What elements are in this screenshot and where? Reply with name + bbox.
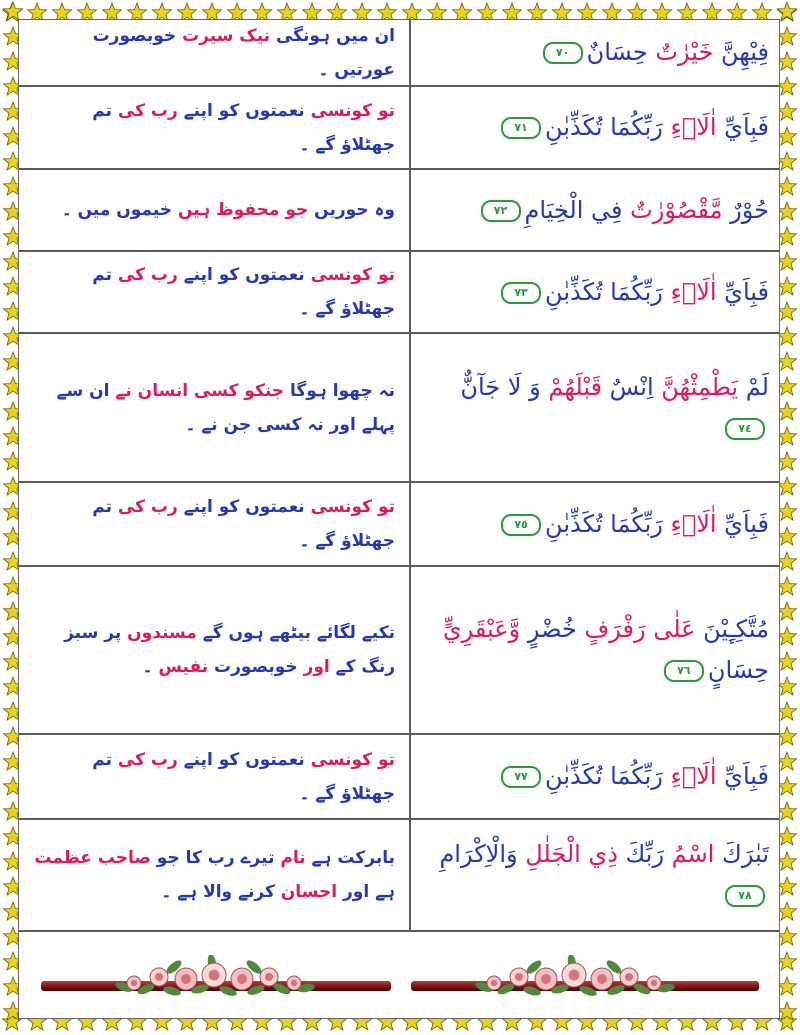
urdu-word: نیک سیرت bbox=[176, 25, 271, 46]
urdu-translation-cell bbox=[19, 252, 409, 332]
table-row bbox=[19, 820, 779, 932]
arabic-verse-cell bbox=[411, 735, 781, 818]
urdu-word: تو کونسی bbox=[304, 497, 395, 517]
rose-center-icon bbox=[651, 980, 657, 986]
arabic-word: يَطْمِثْهُنَّ bbox=[653, 372, 739, 401]
arabic-verse bbox=[423, 367, 769, 449]
urdu-word: اور نہ کسی جن نے ۔ bbox=[185, 414, 356, 435]
urdu-word: خوبصورت bbox=[208, 657, 298, 677]
urdu-word: تکیے لگائے بیٹھے ہوں گے bbox=[196, 623, 395, 643]
table-row bbox=[19, 20, 779, 87]
table-row bbox=[19, 170, 779, 252]
urdu-translation bbox=[33, 490, 395, 558]
urdu-word: ۔ bbox=[142, 657, 153, 677]
rose-center-icon bbox=[209, 970, 220, 981]
urdu-translation-cell bbox=[19, 87, 409, 168]
arabic-word: فَبِاَيِّ bbox=[716, 277, 769, 306]
ayah-number-badge: ٧٦ bbox=[664, 660, 704, 682]
arabic-word: وَ لَا جَآنٌّ bbox=[460, 372, 541, 401]
rose-center-icon bbox=[291, 980, 297, 986]
arabic-verse bbox=[423, 834, 769, 916]
ayah-number-badge: ٧٧ bbox=[501, 766, 541, 788]
arabic-word: اٰلَاۤءِ bbox=[662, 509, 717, 538]
table-row bbox=[19, 87, 779, 170]
urdu-translation-cell bbox=[19, 483, 409, 565]
arabic-verse-cell bbox=[411, 820, 781, 930]
arabic-verse bbox=[501, 272, 769, 313]
arabic-word: تُكَذِّبٰنِ bbox=[545, 509, 603, 538]
arabic-word: اٰلَاۤءِ bbox=[662, 113, 717, 142]
urdu-word: جنکو کسی انسان نے bbox=[109, 380, 285, 401]
urdu-translation-cell bbox=[19, 735, 409, 818]
urdu-word: نفیس bbox=[152, 657, 209, 677]
arabic-word: تَبٰرَكَ bbox=[714, 840, 769, 869]
rose-center-icon bbox=[515, 973, 523, 981]
urdu-word: احسان bbox=[274, 882, 338, 902]
urdu-translation-cell bbox=[19, 20, 409, 85]
arabic-verse-cell bbox=[411, 87, 781, 168]
urdu-word: ان سے پہلے bbox=[56, 380, 395, 435]
arabic-word: اٰلَاۤءِ bbox=[662, 277, 717, 306]
urdu-translation-cell bbox=[19, 170, 409, 250]
arabic-word: فَبِاَيِّ bbox=[716, 762, 769, 791]
urdu-word: نہ چھوا ہوگا bbox=[284, 380, 395, 401]
arabic-word: رَبِّكَ bbox=[617, 840, 665, 869]
arabic-word: فِي الْخِيَامِ bbox=[524, 195, 623, 224]
urdu-word: نام bbox=[274, 848, 306, 868]
arabic-word: لَمْ bbox=[738, 372, 769, 401]
arabic-word: فِيْهِنَّ bbox=[713, 38, 769, 67]
table-row bbox=[19, 334, 779, 483]
arabic-word: مَّقْصُوْرٰتٌ bbox=[622, 195, 723, 224]
rose-center-icon bbox=[131, 980, 137, 986]
urdu-translation bbox=[33, 743, 395, 811]
urdu-word: نعمتوں کو اپنے bbox=[177, 100, 305, 121]
urdu-word: اور bbox=[297, 657, 330, 677]
urdu-translation bbox=[33, 19, 395, 87]
ayah-number-badge: ٧٠ bbox=[543, 42, 583, 64]
ayah-number-badge: ٧٢ bbox=[481, 200, 521, 222]
urdu-word: تو کونسی bbox=[304, 265, 395, 285]
urdu-word: کرنے والا ہے ۔ bbox=[161, 882, 275, 902]
arabic-word: فَبِاَيِّ bbox=[716, 509, 769, 538]
arabic-verse-cell bbox=[411, 170, 781, 250]
urdu-translation bbox=[62, 193, 395, 227]
urdu-translation-cell bbox=[19, 820, 409, 930]
arabic-word: اسْمُ bbox=[664, 840, 715, 869]
urdu-word: وہ حوریں bbox=[308, 200, 395, 220]
urdu-word: نعمتوں کو اپنے bbox=[177, 749, 305, 770]
arabic-verse bbox=[481, 190, 769, 231]
arabic-word: خُضْرٍ bbox=[520, 615, 577, 644]
urdu-word: رب کی bbox=[111, 100, 178, 121]
table-row bbox=[19, 567, 779, 735]
arabic-verse bbox=[501, 756, 769, 797]
urdu-word: خیموں میں ۔ bbox=[61, 200, 173, 220]
star-icon bbox=[4, 2, 23, 20]
arabic-word: ذِي الْجَلٰلِ bbox=[517, 840, 618, 869]
table-row bbox=[19, 252, 779, 334]
rose-center-icon bbox=[625, 973, 633, 981]
ayah-number-badge: ٧٨ bbox=[725, 885, 765, 907]
table-row bbox=[19, 483, 779, 567]
arabic-verse-cell bbox=[411, 252, 781, 332]
urdu-translation bbox=[33, 258, 395, 326]
urdu-word: تم جھٹلاؤ گے ۔ bbox=[92, 265, 395, 319]
arabic-word: اٰلَاۤءِ bbox=[662, 762, 717, 791]
arabic-word: رَبِّكُمَا bbox=[602, 762, 663, 791]
urdu-word: تم جھٹلاؤ گے ۔ bbox=[92, 100, 395, 155]
arabic-word: رَبِّكُمَا bbox=[602, 277, 663, 306]
urdu-translation bbox=[33, 841, 395, 909]
ayah-number-badge: ٧١ bbox=[501, 117, 541, 139]
arabic-verse bbox=[501, 107, 769, 148]
arabic-word: خَيْرٰتٌ bbox=[647, 38, 714, 67]
urdu-word: تو کونسی bbox=[304, 749, 395, 770]
urdu-word: خوبصورت عورتیں ۔ bbox=[92, 25, 395, 80]
urdu-word: رب کی bbox=[111, 265, 178, 285]
urdu-word: تیرے رب کا جو bbox=[150, 848, 275, 868]
urdu-word: بابرکت ہے bbox=[305, 848, 395, 868]
urdu-word: تم جھٹلاؤ گے ۔ bbox=[92, 497, 395, 551]
rose-center-icon bbox=[265, 973, 273, 981]
arabic-word: رَفْرَفٍ bbox=[576, 615, 646, 644]
table-row bbox=[19, 735, 779, 820]
urdu-word: صاحب عظمت bbox=[34, 848, 151, 868]
arabic-verse-cell bbox=[411, 334, 781, 481]
urdu-word: پر سبز رنگ کے bbox=[64, 623, 395, 677]
rose-center-icon bbox=[597, 974, 607, 984]
rose-center-icon bbox=[181, 974, 191, 984]
rose-center-icon bbox=[155, 973, 163, 981]
urdu-word: نعمتوں کو اپنے bbox=[177, 497, 305, 517]
arabic-word: عَلٰى bbox=[645, 615, 696, 644]
urdu-translation-cell bbox=[19, 334, 409, 481]
arabic-word: مُتَّكِـِٕيْنَ bbox=[695, 615, 769, 644]
urdu-translation bbox=[33, 616, 395, 684]
urdu-word: جو محفوظ ہیں bbox=[172, 200, 309, 220]
arabic-verse-cell bbox=[411, 567, 781, 733]
urdu-word: ان میں ہونگی bbox=[270, 25, 395, 46]
arabic-word: تُكَذِّبٰنِ bbox=[545, 762, 603, 791]
rose-center-icon bbox=[541, 974, 551, 984]
urdu-word: تم جھٹلاؤ گے ۔ bbox=[92, 749, 395, 804]
footer-decoration bbox=[19, 955, 779, 1010]
ayah-number-badge: ٧٤ bbox=[725, 418, 765, 440]
arabic-verse bbox=[543, 32, 769, 73]
rose-center-icon bbox=[569, 970, 580, 981]
rose-center-icon bbox=[491, 980, 497, 986]
urdu-word: مسندوں bbox=[121, 623, 197, 643]
urdu-word: رب کی bbox=[111, 497, 178, 517]
arabic-verse bbox=[501, 504, 769, 545]
translation-table bbox=[18, 19, 780, 1019]
rose-garland-icon bbox=[19, 955, 781, 1010]
arabic-verse-cell bbox=[411, 483, 781, 565]
urdu-word: ہے اور bbox=[337, 882, 395, 902]
arabic-verse-cell bbox=[411, 20, 781, 85]
rose-center-icon bbox=[237, 974, 247, 984]
arabic-word: حِسَانٍ bbox=[707, 656, 769, 684]
arabic-word: حُوْرٌ bbox=[722, 195, 769, 224]
arabic-word: قَبْلَهُمْ bbox=[540, 372, 603, 401]
arabic-word: تُكَذِّبٰنِ bbox=[545, 277, 603, 306]
arabic-word: تُكَذِّبٰنِ bbox=[545, 113, 603, 142]
arabic-word: رَبِّكُمَا bbox=[602, 509, 663, 538]
star-icon bbox=[778, 2, 797, 20]
arabic-word: وَّعَبْقَرِيٍّ bbox=[442, 615, 521, 644]
arabic-word: فَبِاَيِّ bbox=[716, 113, 769, 142]
urdu-translation bbox=[33, 94, 395, 162]
arabic-word: اِنْسٌ bbox=[602, 372, 654, 401]
arabic-word: وَالْاِكْرَامِ bbox=[439, 840, 518, 869]
ayah-number-badge: ٧٣ bbox=[501, 282, 541, 304]
urdu-word: تو کونسی bbox=[304, 100, 395, 121]
urdu-word: نعمتوں کو اپنے bbox=[177, 265, 305, 285]
arabic-word: حِسَانٌ bbox=[586, 38, 648, 67]
arabic-verse bbox=[423, 609, 769, 691]
arabic-word: رَبِّكُمَا bbox=[602, 113, 663, 142]
urdu-translation bbox=[33, 374, 395, 442]
urdu-word: رب کی bbox=[111, 749, 178, 770]
urdu-translation-cell bbox=[19, 567, 409, 733]
ayah-number-badge: ٧٥ bbox=[501, 514, 541, 536]
